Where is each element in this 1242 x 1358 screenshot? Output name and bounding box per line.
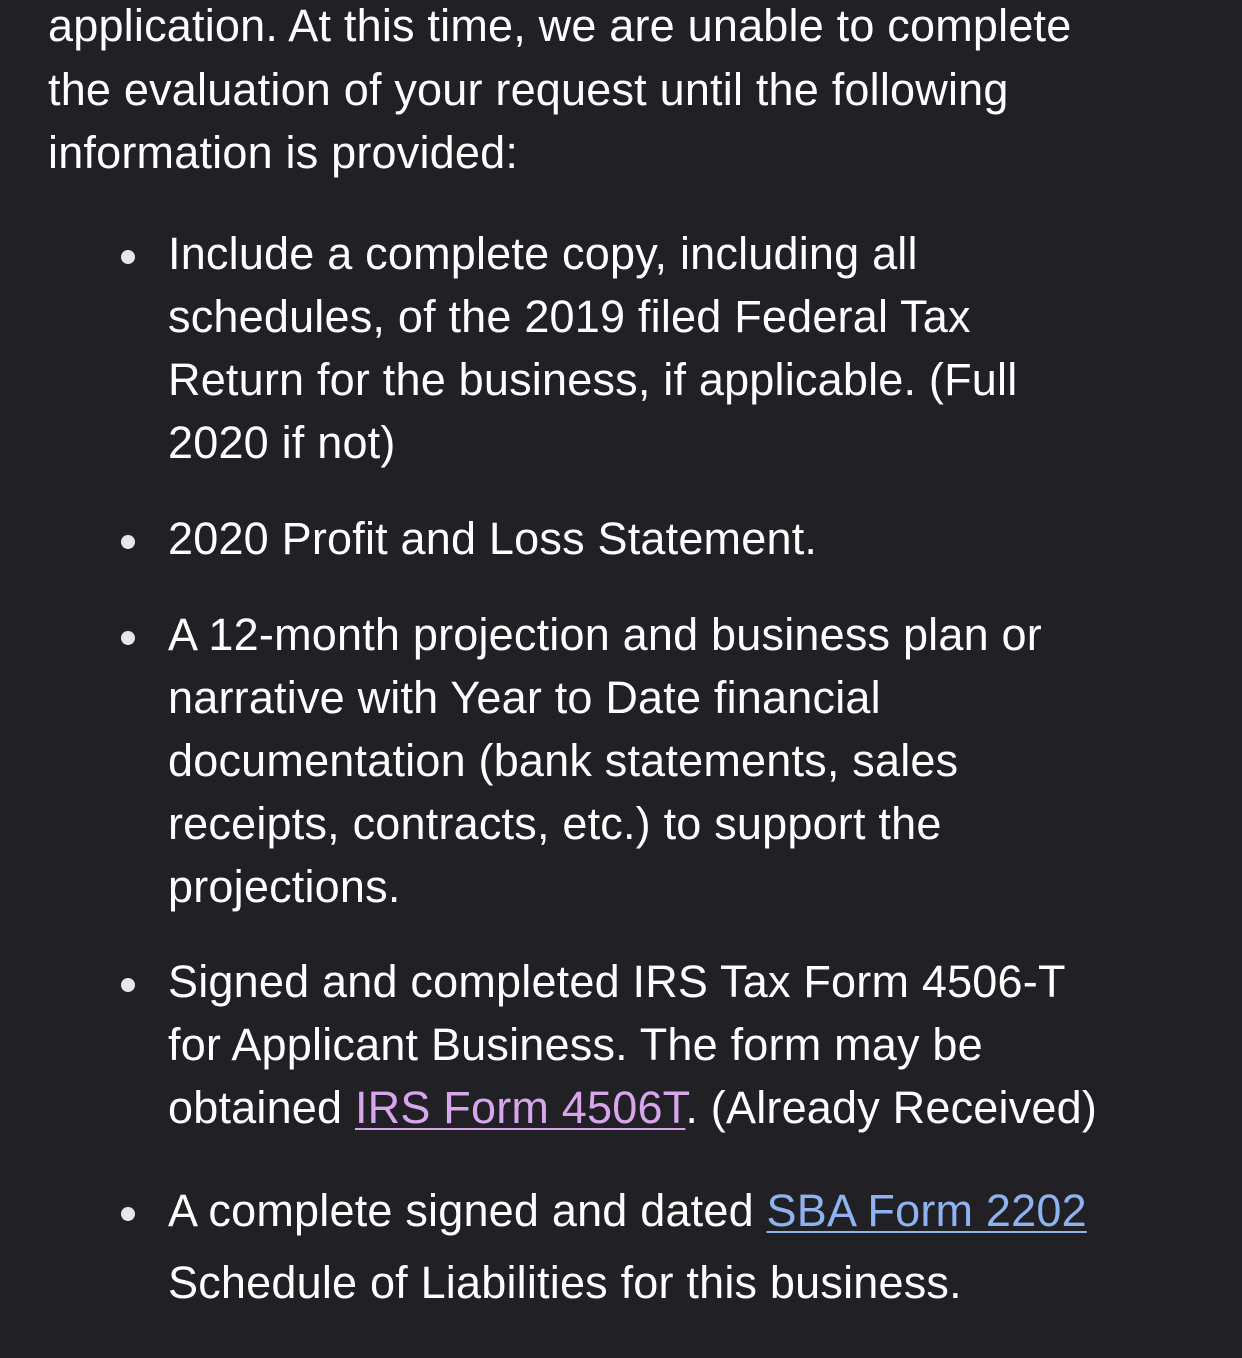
requirement-line (168, 1175, 1228, 1247)
bullet-icon (121, 631, 135, 645)
bullet-icon (121, 978, 135, 992)
requirement-text-segment: A complete signed and dated (168, 1185, 767, 1236)
requirement-line: for Applicant Business. The form may be (168, 1019, 983, 1070)
requirement-line: projections. (168, 861, 401, 912)
requirement-line: A 12-month projection and business plan or (168, 609, 1042, 660)
requirement-line: Return for the business, if applicable. (Full (168, 354, 1018, 405)
requirement-line: receipts, contracts, etc.) to support the (168, 798, 942, 849)
requirement-text (168, 222, 1228, 474)
intro-line: application. At this time, we are unable to complete (48, 0, 1072, 51)
intro-line: information is provided: (48, 127, 519, 178)
requirement-line: narrative with Year to Date financial (168, 672, 881, 723)
requirement-text (168, 1175, 1228, 1319)
requirement-line: 2020 if not) (168, 417, 396, 468)
bullet-icon (121, 250, 135, 264)
requirement-line: 2020 Profit and Loss Statement. (168, 513, 818, 564)
bullet-icon (121, 535, 135, 549)
intro-line: the evaluation of your request until the following (48, 63, 1009, 115)
irs-form-4506t-link[interactable]: IRS Form 4506T (354, 1082, 686, 1133)
requirement-line: Schedule of Liabilities for this business. (168, 1257, 962, 1308)
requirement-text (168, 603, 1228, 918)
requirement-line: Signed and completed IRS Tax Form 4506-T (168, 956, 1066, 1007)
requirement-line: documentation (bank statements, sales (168, 735, 959, 786)
sba-form-2202-link[interactable]: SBA Form 2202 (766, 1185, 1087, 1236)
requirement-line: Include a complete copy, including all (168, 228, 918, 279)
requirement-text-segment: obtained (168, 1082, 355, 1133)
requirement-text (168, 507, 1228, 570)
bullet-icon (121, 1207, 135, 1221)
intro-paragraph (48, 0, 1208, 185)
requirement-line (168, 1076, 1228, 1139)
requirement-text-segment: . (Already Received) (685, 1082, 1098, 1133)
requirement-line: schedules, of the 2019 filed Federal Tax (168, 291, 971, 342)
requirement-text (168, 950, 1228, 1139)
